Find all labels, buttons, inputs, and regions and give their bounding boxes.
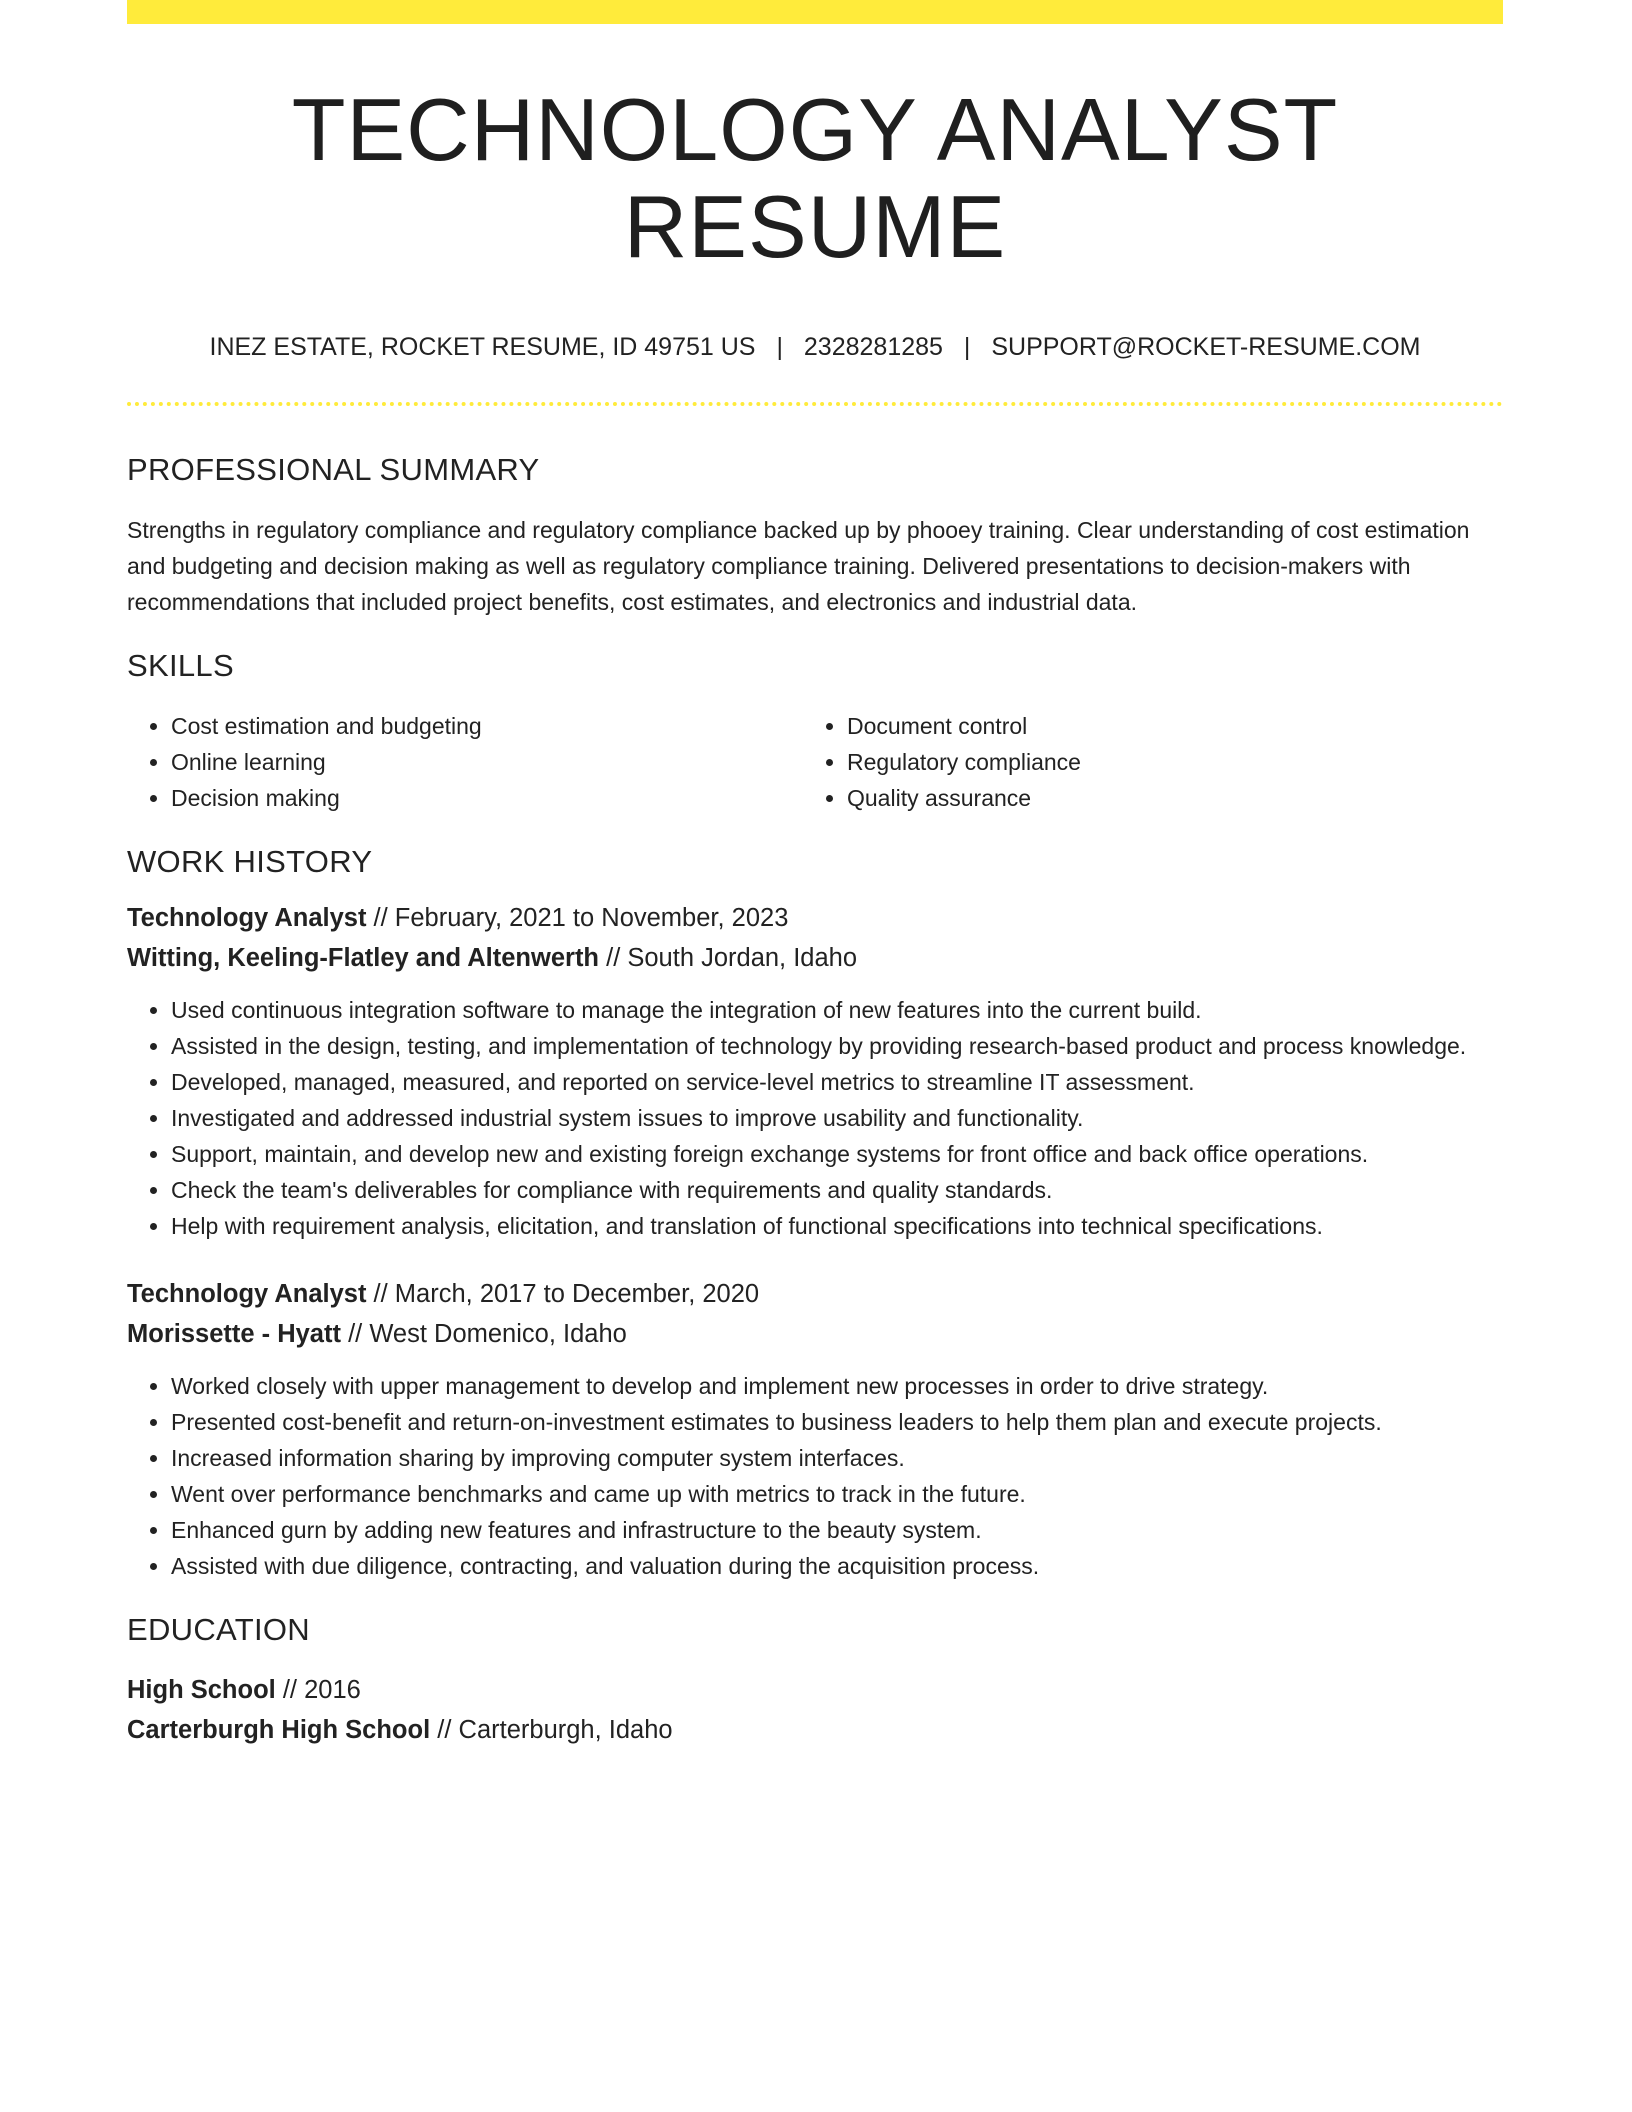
education-school-line xyxy=(127,1710,1503,1750)
job-role: Technology Analyst xyxy=(127,1279,367,1308)
job-company: Witting, Keeling-Flatley and Altenwerth xyxy=(127,943,600,972)
job-company-line xyxy=(127,1314,1503,1354)
skill-item: • Cost estimation and budgeting xyxy=(171,708,803,744)
skill-item: • Regulatory compliance xyxy=(847,744,1479,780)
skill-item: • Document control xyxy=(847,708,1479,744)
job-company: Morissette - Hyatt xyxy=(127,1319,341,1348)
job-entry xyxy=(127,1274,1503,1584)
skills-column-left xyxy=(127,708,803,816)
education-degree-line xyxy=(127,1670,1503,1710)
duty-item: • Help with requirement analysis, elicitation, and translation of functional specifications into technical specifications. xyxy=(171,1208,1503,1244)
work-history-heading: WORK HISTORY xyxy=(127,843,373,879)
job-location: // South Jordan, Idaho xyxy=(606,943,858,972)
duty-item: • Support, maintain, and develop new and existing foreign exchange systems for front office and back office operations. xyxy=(171,1136,1503,1172)
job-dates: // February, 2021 to November, 2023 xyxy=(373,903,789,932)
duty-item: • Assisted with due diligence, contracting, and valuation during the acquisition process. xyxy=(171,1548,1503,1584)
skills-list xyxy=(127,708,1503,816)
contact-email: SUPPORT@ROCKET-RESUME.COM xyxy=(991,332,1421,361)
job-duties xyxy=(127,1368,1503,1584)
contact-separator: | xyxy=(963,332,971,361)
education-heading: EDUCATION xyxy=(127,1611,310,1647)
education-school: Carterburgh High School xyxy=(127,1715,431,1744)
duty-item: • Worked closely with upper management to develop and implement new processes in order to drive strategy. xyxy=(171,1368,1503,1404)
summary-text: Strengths in regulatory compliance and regulatory compliance backed up by phooey training. Clear understanding of cost estimation and budgeting and decision making as well as regulatory compliance training. Delivered presentations to decision-makers with recommendations that included project benefits, cost estimates, and electronics and industrial data. xyxy=(127,516,1470,615)
education-degree: High School xyxy=(127,1675,276,1704)
skill-item: • Online learning xyxy=(171,744,803,780)
duty-item: • Increased information sharing by improving computer system interfaces. xyxy=(171,1440,1503,1476)
dotted-divider xyxy=(127,402,1503,406)
education-location: // Carterburgh, Idaho xyxy=(437,1715,673,1744)
duty-item: • Developed, managed, measured, and reported on service-level metrics to streamline IT assessment. xyxy=(171,1064,1503,1100)
skill-item: • Decision making xyxy=(171,780,803,816)
education-year: // 2016 xyxy=(282,1675,361,1704)
job-location: // West Domenico, Idaho xyxy=(348,1319,627,1348)
job-duties xyxy=(127,992,1503,1244)
contact-separator: | xyxy=(776,332,783,361)
job-role: Technology Analyst xyxy=(127,903,367,932)
duty-item: • Assisted in the design, testing, and implementation of technology by providing research-based product and process knowledge. xyxy=(171,1028,1503,1064)
summary-heading: PROFESSIONAL SUMMARY xyxy=(127,451,540,487)
job-role-line xyxy=(127,898,1503,938)
duty-item: • Presented cost-benefit and return-on-investment estimates to business leaders to help them plan and execute projects. xyxy=(171,1404,1503,1440)
duty-item: • Enhanced gurn by adding new features and infrastructure to the beauty system. xyxy=(171,1512,1503,1548)
job-dates: // March, 2017 to December, 2020 xyxy=(373,1279,760,1308)
resume-page xyxy=(127,0,1503,1750)
contact-line xyxy=(127,332,1503,362)
duty-item: • Went over performance benchmarks and came up with metrics to track in the future. xyxy=(171,1476,1503,1512)
resume-title: TECHNOLOGY ANALYST RESUME xyxy=(291,80,1339,276)
contact-address: INEZ ESTATE, ROCKET RESUME, ID 49751 US xyxy=(209,332,756,361)
skills-column-right xyxy=(803,708,1479,816)
job-company-line xyxy=(127,938,1503,978)
accent-top-bar xyxy=(127,0,1503,24)
job-entry xyxy=(127,898,1503,1244)
duty-item: • Used continuous integration software to manage the integration of new features into the current build. xyxy=(171,992,1503,1028)
duty-item: • Check the team's deliverables for compliance with requirements and quality standards. xyxy=(171,1172,1503,1208)
contact-phone: 2328281285 xyxy=(803,332,943,361)
skill-item: • Quality assurance xyxy=(847,780,1479,816)
job-role-line xyxy=(127,1274,1503,1314)
skills-heading: SKILLS xyxy=(127,647,234,683)
duty-item: • Investigated and addressed industrial system issues to improve usability and functionality. xyxy=(171,1100,1503,1136)
